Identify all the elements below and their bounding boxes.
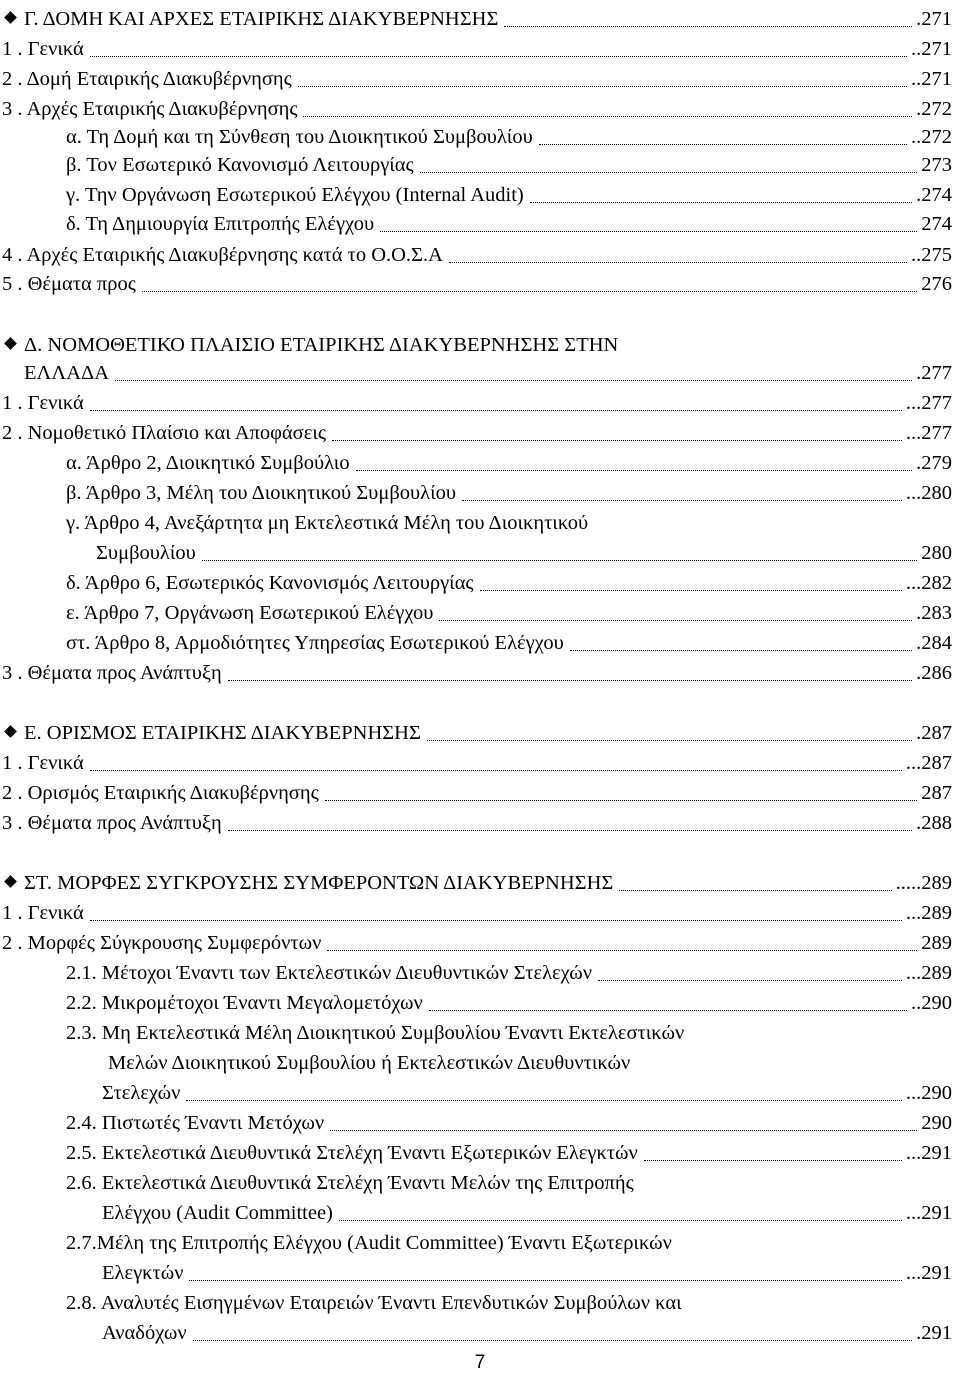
dot-leader: [142, 269, 917, 292]
toc-entry-page: 289: [921, 932, 952, 954]
toc-entry: [0, 94, 960, 124]
toc-entry-title: 2.3. Μη Εκτελεστικά Μέλη Διοικητικού Συμβουλίου Έναντι Εκτελεστικών: [66, 1022, 685, 1044]
dot-leader: [439, 598, 912, 621]
toc-entry-title: 2 . Μορφές Σύγκρουσης Συμφερόντων: [2, 932, 322, 954]
toc-entry-page: ..290: [911, 992, 952, 1014]
toc-entry-title: Ελεγκτών: [102, 1262, 184, 1284]
diamond-bullet-icon: [4, 337, 17, 350]
toc-entry-page: .279: [916, 452, 952, 474]
diamond-bullet-icon: [4, 875, 17, 888]
diamond-bullet-icon: [4, 725, 17, 738]
dot-leader: [303, 94, 912, 117]
toc-entry: [0, 748, 960, 778]
toc-entry: [0, 628, 960, 658]
toc-entry-page: ...291: [905, 1202, 952, 1224]
toc-entry-page: 274: [921, 213, 952, 235]
toc-entry: [0, 180, 960, 210]
toc-entry-page: ...282: [905, 572, 952, 594]
toc-entry: [0, 508, 960, 538]
toc-entry: [0, 269, 960, 299]
dot-leader: [380, 209, 917, 232]
toc-entry: [0, 718, 960, 748]
toc-entry-title: Αναδόχων: [102, 1322, 187, 1344]
dot-leader: [449, 240, 907, 263]
toc-entry-title: 2.8. Αναλυτές Εισηγμένων Εταιρειών Έναντι Επενδυτικών Συμβούλων και: [66, 1292, 682, 1314]
toc-entry: [0, 388, 960, 418]
toc-entry-title: β. Άρθρο 3, Μέλη του Διοικητικού Συμβουλίου: [66, 482, 457, 504]
toc-entry: [0, 1228, 960, 1258]
toc-entry: [0, 240, 960, 270]
toc-entry-title: 2.1. Μέτοχοι Έναντι των Εκτελεστικών Διευθυντικών Στελεχών: [66, 962, 593, 984]
toc-entry-page: ..271: [911, 68, 952, 90]
toc-entry-title: 3 . Θέματα προς Ανάπτυξη: [2, 812, 222, 834]
toc-entry: [0, 209, 960, 239]
toc-entry-title: 2.7.Μέλη της Επιτροπής Ελέγχου (Audit Committee) Έναντι Εξωτερικών: [66, 1232, 672, 1254]
dot-leader: [90, 898, 902, 921]
toc-entry-page: ..272: [911, 126, 952, 148]
toc-entry-title: 1 . Γενικά: [2, 38, 84, 60]
toc-entry-title: 4 . Αρχές Εταιρικής Διακυβέρνησης κατά το Ο.Ο.Σ.Α: [2, 244, 443, 266]
dot-leader: [429, 988, 907, 1011]
toc-entry: [0, 1018, 960, 1048]
dot-leader: [193, 1318, 913, 1341]
toc-entry: [0, 448, 960, 478]
dot-leader: [480, 568, 902, 591]
dot-leader: [325, 778, 918, 801]
toc-entry: [0, 64, 960, 94]
dot-leader: [619, 868, 891, 891]
toc-entry-page: 280: [921, 542, 952, 564]
toc-entry: [0, 1168, 960, 1198]
toc-entry-title: στ. Άρθρο 8, Αρμοδιότητες Υπηρεσίας Εσωτερικού Ελέγχου: [66, 632, 564, 654]
toc-entry: [0, 122, 960, 152]
toc-entry-title: γ. Την Οργάνωση Εσωτερικού Ελέγχου (Internal Audit): [66, 184, 524, 206]
toc-entry-page: .277: [916, 362, 952, 384]
toc-entry-page: ...290: [905, 1082, 952, 1104]
toc-entry-page: .288: [916, 812, 952, 834]
toc-entry-page: .272: [916, 98, 952, 120]
toc-entry-title: 2 . Δομή Εταιρικής Διακυβέρνησης: [2, 68, 292, 90]
diamond-bullet-icon: [4, 11, 17, 24]
toc-entry: [0, 1138, 960, 1168]
toc-entry: [0, 1288, 960, 1318]
toc-entry-page: 290: [921, 1112, 952, 1134]
toc-entry: [0, 1318, 960, 1348]
toc-entry-title: Μελών Διοικητικού Συμβουλίου ή Εκτελεστικών Διευθυντικών: [108, 1052, 631, 1074]
dot-leader: [462, 478, 902, 501]
dot-leader: [356, 448, 913, 471]
toc-entry: [0, 928, 960, 958]
toc-entry: [0, 988, 960, 1018]
toc-entry-title: 2.2. Μικρομέτοχοι Έναντι Μεγαλομετόχων: [66, 992, 423, 1014]
toc-entry-title: Στελεχών: [102, 1082, 181, 1104]
toc-entry: [0, 1108, 960, 1138]
toc-entry-title: 2.4. Πιστωτές Έναντι Μετόχων: [66, 1112, 325, 1134]
toc-entry-page: .284: [916, 632, 952, 654]
dot-leader: [598, 958, 902, 981]
toc-entry: [0, 1048, 960, 1078]
toc-entry-title: ΣΤ. ΜΟΡΦΕΣ ΣΥΓΚΡΟΥΣΗΣ ΣΥΜΦΕΡΟΝΤΩΝ ΔΙΑΚΥΒΕΡΝΗΣΗΣ: [24, 872, 614, 894]
toc-entry: [0, 330, 960, 360]
toc-entry: [0, 1258, 960, 1288]
toc-entry-page: ..275: [911, 244, 952, 266]
toc-entry-page: .291: [916, 1322, 952, 1344]
toc-entry-title: δ. Τη Δημιουργία Επιτροπής Ελέγχου: [66, 213, 375, 235]
toc-entry-title: 2 . Νομοθετικό Πλαίσιο και Αποφάσεις: [2, 422, 326, 444]
toc-entry-page: ...277: [905, 422, 952, 444]
toc-entry-page: ...289: [905, 902, 952, 924]
dot-leader: [90, 388, 902, 411]
toc-entry: [0, 568, 960, 598]
dot-leader: [327, 928, 917, 951]
dot-leader: [330, 1108, 917, 1131]
toc-entry: [0, 868, 960, 898]
toc-entry: [0, 658, 960, 688]
dot-leader: [90, 748, 902, 771]
toc-entry-title: Ε. ΟΡΙΣΜΟΣ ΕΤΑΙΡΙΚΗΣ ΔΙΑΚΥΒΕΡΝΗΣΗΣ: [24, 722, 421, 744]
toc-entry-title: ΕΛΛΑΔΑ: [24, 362, 110, 384]
dot-leader: [228, 808, 912, 831]
toc-entry: [0, 898, 960, 928]
toc-entry: [0, 418, 960, 448]
toc-entry-title: 1 . Γενικά: [2, 752, 84, 774]
dot-leader: [420, 150, 918, 173]
toc-entry-page: ...291: [905, 1142, 952, 1164]
dot-leader: [504, 4, 912, 27]
toc-entry-title: 3 . Αρχές Εταιρικής Διακυβέρνησης: [2, 98, 298, 120]
toc-entry: [0, 1078, 960, 1108]
toc-entry-page: ..271: [911, 38, 952, 60]
toc-entry: [0, 358, 960, 388]
toc-entry-page: ...291: [905, 1262, 952, 1284]
toc-entry-page: 287: [921, 782, 952, 804]
toc-entry-page: .274: [916, 184, 952, 206]
dot-leader: [570, 628, 912, 651]
dot-leader: [202, 538, 917, 561]
toc-entry-title: 1 . Γενικά: [2, 392, 84, 414]
toc-entry-page: .....289: [895, 872, 952, 894]
toc-entry-page: ...280: [905, 482, 952, 504]
toc-entry-page: .286: [916, 662, 952, 684]
toc-entry-title: Δ. ΝΟΜΟΘΕΤΙΚΟ ΠΛΑΙΣΙΟ ΕΤΑΙΡΙΚΗΣ ΔΙΑΚΥΒΕΡΝΗΣΗΣ ΣΤΗΝ: [24, 334, 619, 356]
toc-entry-page: ...287: [905, 752, 952, 774]
toc-entry-page: .271: [916, 8, 952, 30]
toc-entry-title: α. Τη Δομή και τη Σύνθεση του Διοικητικού Συμβουλίου: [66, 126, 533, 148]
toc-entry: [0, 958, 960, 988]
toc-entry-title: Ελέγχου (Audit Committee): [102, 1202, 333, 1224]
toc-entry-page: 273: [921, 154, 952, 176]
dot-leader: [115, 358, 912, 381]
toc-entry: [0, 778, 960, 808]
toc-entry-title: 3 . Θέματα προς Ανάπτυξη: [2, 662, 222, 684]
toc-entry: [0, 808, 960, 838]
dot-leader: [644, 1138, 902, 1161]
toc-entry-page: ...289: [905, 962, 952, 984]
toc-entry-page: ...277: [905, 392, 952, 414]
toc-entry: [0, 4, 960, 34]
toc-entry-title: 2.5. Εκτελεστικά Διευθυντικά Στελέχη Έναντι Εξωτερικών Ελεγκτών: [66, 1142, 638, 1164]
dot-leader: [228, 658, 912, 681]
toc-entry: [0, 478, 960, 508]
toc-entry-page: .287: [916, 722, 952, 744]
dot-leader: [332, 418, 902, 441]
toc-entry-title: ε. Άρθρο 7, Οργάνωση Εσωτερικού Ελέγχου: [66, 602, 434, 624]
toc-entry: [0, 598, 960, 628]
toc-entry-title: Γ. ΔΟΜΗ ΚΑΙ ΑΡΧΕΣ ΕΤΑΙΡΙΚΗΣ ΔΙΑΚΥΒΕΡΝΗΣΗΣ: [24, 8, 499, 30]
toc-entry-title: β. Τον Εσωτερικό Κανονισμό Λειτουργίας: [66, 154, 414, 176]
toc-entry-title: 1 . Γενικά: [2, 902, 84, 924]
toc-entry-title: γ. Άρθρο 4, Ανεξάρτητα μη Εκτελεστικά Μέλη του Διοικητικού: [66, 512, 589, 534]
dot-leader: [90, 34, 907, 57]
toc-entry: [0, 1198, 960, 1228]
toc-entry: [0, 538, 960, 568]
dot-leader: [298, 64, 907, 87]
dot-leader: [186, 1078, 902, 1101]
toc-entry-page: .283: [916, 602, 952, 624]
toc-entry-page: 276: [921, 273, 952, 295]
dot-leader: [530, 180, 912, 203]
toc-entry: [0, 150, 960, 180]
toc-entry-title: 2 . Ορισμός Εταιρικής Διακυβέρνησης: [2, 782, 319, 804]
toc-entry-title: 2.6. Εκτελεστικά Διευθυντικά Στελέχη Έναντι Μελών της Επιτροπής: [66, 1172, 634, 1194]
dot-leader: [539, 122, 907, 145]
toc-entry-title: 5 . Θέματα προς: [2, 273, 136, 295]
dot-leader: [189, 1258, 901, 1281]
toc-entry: [0, 34, 960, 64]
toc-entry-title: Συμβουλίου: [96, 542, 196, 564]
toc-entry-title: α. Άρθρο 2, Διοικητικό Συμβούλιο: [66, 452, 350, 474]
dot-leader: [427, 718, 912, 741]
page-number: 7: [474, 1352, 486, 1373]
dot-leader: [339, 1198, 902, 1221]
toc-entry-title: δ. Άρθρο 6, Εσωτερικός Κανονισμός Λειτουργίας: [66, 572, 474, 594]
